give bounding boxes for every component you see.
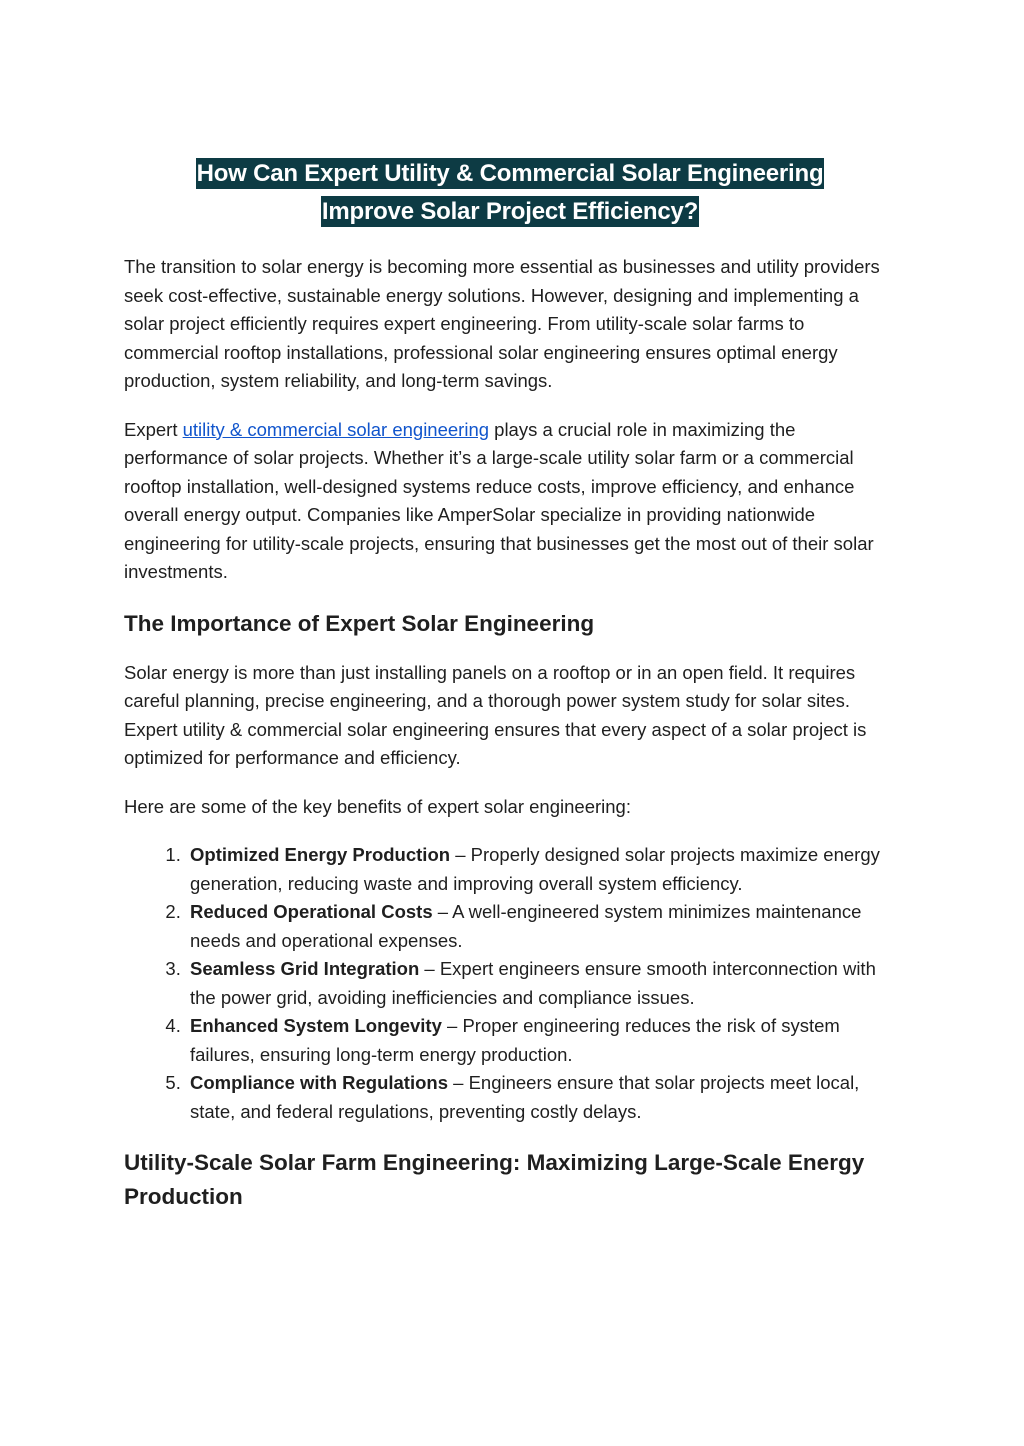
expert-paragraph-lead: Expert	[124, 418, 183, 440]
importance-paragraph: Solar energy is more than just installing panels on a rooftop or in an open field. It requires careful planning, precise engineering, and a thorough power system study for solar sites. Expert utility & commercial solar engineering ensures that every aspect of a solar project is optimized for performance and efficiency.	[124, 661, 867, 768]
benefit-desc: – Proper engineering reduces the risk of system failures, ensuring long-term energy production.	[190, 1015, 840, 1065]
expert-paragraph-rest: plays a crucial role in maximizing the performance of solar projects. Whether it’s a large-scale utility solar farm or a commercial rooftop installation, well-designed systems reduce costs, improve efficiency, and enhance overall energy output. Companies like AmperSolar specialize in providing nationwide engineering for utility-scale projects, ensuring that businesses get the most out of their solar investments.	[124, 418, 874, 582]
document-page	[124, 155, 896, 1232]
list-item	[186, 1012, 896, 1069]
list-item	[186, 841, 896, 898]
page-title	[124, 155, 896, 231]
benefit-term: Seamless Grid Integration	[190, 958, 420, 979]
section-heading-importance: The Importance of Expert Solar Engineering	[124, 610, 595, 636]
intro-paragraph: The transition to solar energy is becoming more essential as businesses and utility providers seek cost-effective, sustainable energy solutions. However, designing and implementing a solar project efficiently requires expert engineering. From utility-scale solar farms to commercial rooftop installations, professional solar engineering ensures optimal energy production, system reliability, and long-term savings.	[124, 256, 880, 391]
section-heading-utility-scale: Utility-Scale Solar Farm Engineering: Maximizing Large-Scale Energy Production	[124, 1150, 865, 1209]
list-item	[186, 1069, 896, 1126]
title-line-1: How Can Expert Utility & Commercial Solar Engineering	[196, 160, 824, 187]
benefit-term: Enhanced System Longevity	[190, 1015, 442, 1036]
benefits-list	[124, 841, 896, 1126]
benefit-term: Compliance with Regulations	[190, 1072, 448, 1093]
benefit-desc: – A well-engineered system minimizes maintenance needs and operational expenses.	[190, 901, 862, 951]
benefit-desc: – Engineers ensure that solar projects meet local, state, and federal regulations, preventing costly delays.	[190, 1072, 860, 1122]
benefit-desc: – Expert engineers ensure smooth interconnection with the power grid, avoiding inefficiencies and compliance issues.	[190, 958, 876, 1008]
benefits-intro: Here are some of the key benefits of expert solar engineering:	[124, 795, 631, 817]
expert-paragraph	[124, 416, 896, 587]
benefit-desc: – Properly designed solar projects maximize energy generation, reducing waste and improving overall system efficiency.	[190, 844, 880, 894]
list-item	[186, 955, 896, 1012]
benefit-term: Reduced Operational Costs	[190, 901, 433, 922]
benefit-term: Optimized Energy Production	[190, 844, 451, 865]
title-line-2: Improve Solar Project Efficiency?	[321, 198, 699, 225]
list-item	[186, 898, 896, 955]
utility-commercial-engineering-link[interactable]: utility & commercial solar engineering	[182, 418, 490, 440]
